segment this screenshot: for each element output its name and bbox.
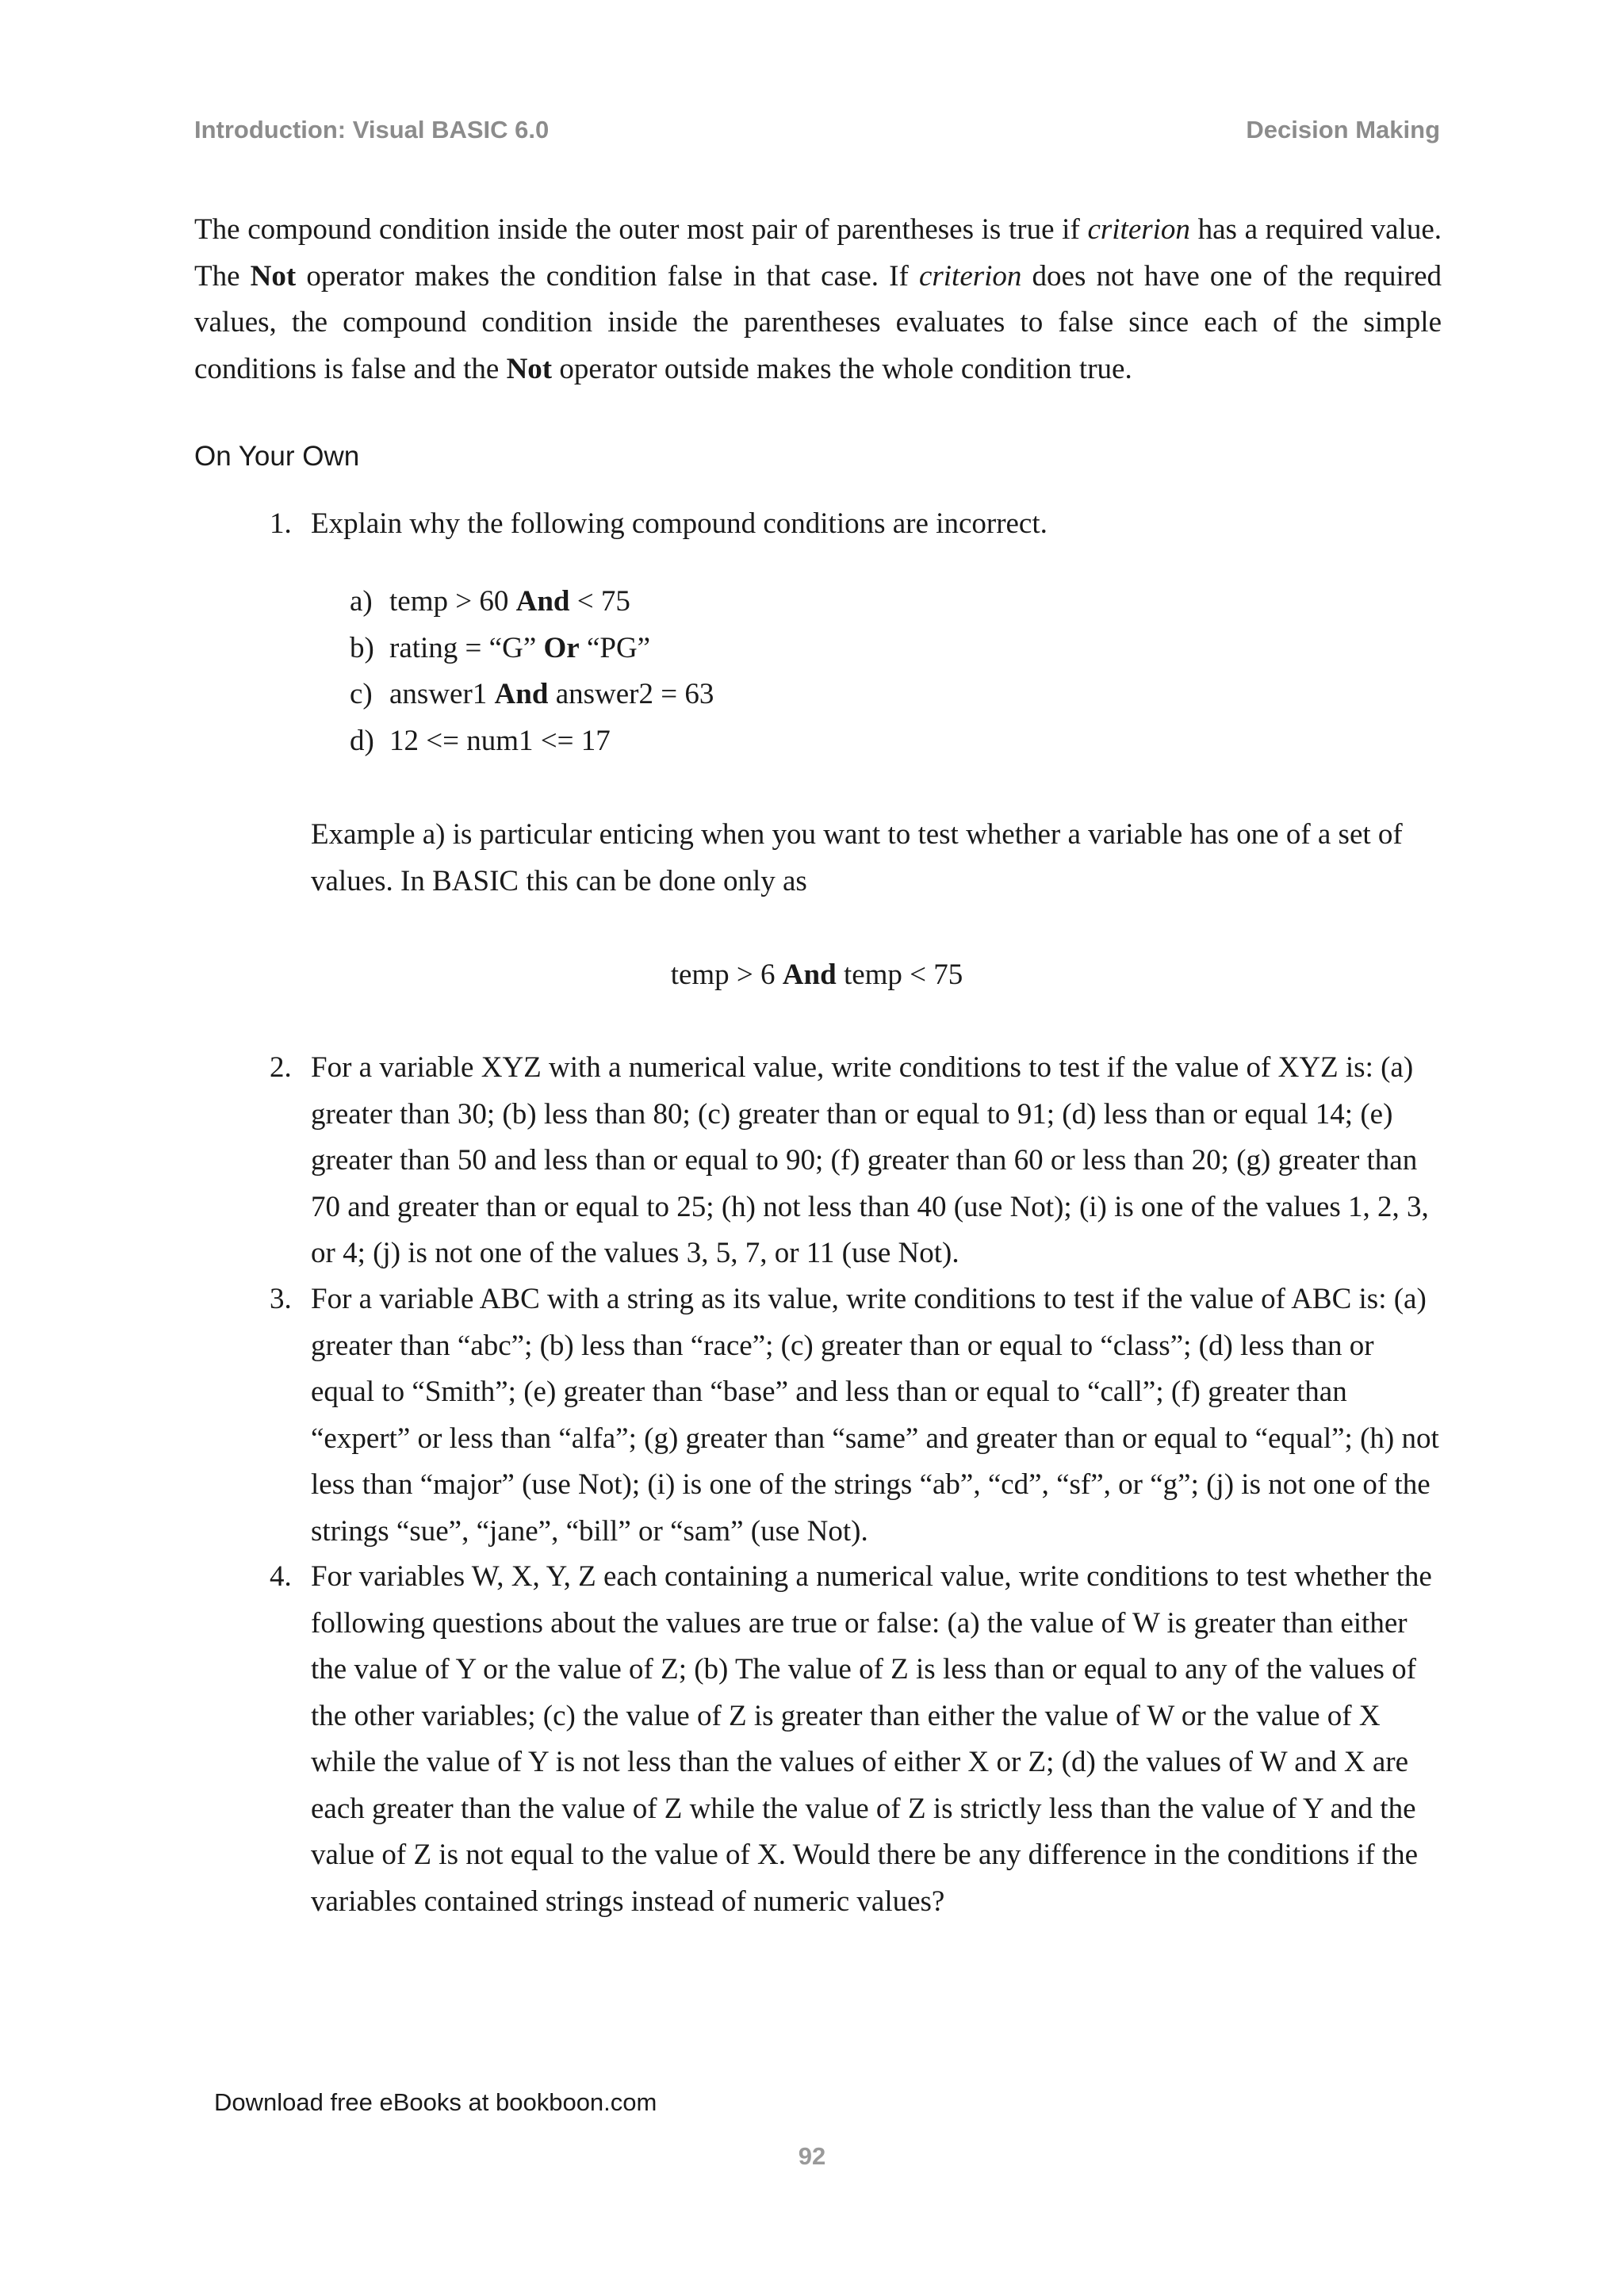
condition-text: 12 <= num1 <= 17	[389, 724, 611, 757]
condition-label: c)	[350, 678, 373, 710]
exercise-text: Explain why the following compound conditions are incorrect.	[311, 507, 1048, 540]
exercise-item	[270, 501, 1442, 548]
download-ebooks-link[interactable]: Download free eBooks at bookboon.com	[214, 2088, 657, 2116]
exercise-number: 2.	[270, 1051, 292, 1084]
condition-label: d)	[350, 724, 374, 757]
intro-text: does not have one of the required values, the compound condition inside the parentheses evaluates to false since each of the simple conditions is false and the	[194, 259, 1442, 385]
exercise-number: 4.	[270, 1560, 292, 1593]
exercise-number: 3.	[270, 1283, 292, 1315]
exercise-item	[270, 1045, 1442, 1277]
page-number: 92	[798, 2142, 826, 2170]
formula-operator: And	[782, 959, 837, 991]
exercise-text: For a variable ABC with a string as its value, write conditions to test if the value of ABC is: (a) greater than “abc”; (b) less than “race”; (c) greater than or equal to “class”; (d) less than or equal to “Smith”; (e) greater than “base” and less than or equal to “call”; (f) greater than “expert” or less than “alfa”; (g) greater than “same” and greater than or equal to “equal”; (h) not less than “major” (use Not); (i) is one of the strings “ab”, “cd”, “sf”, or “g”; (j) is not one of the strings “sue”, “jane”, “bill” or “sam” (use Not).	[311, 1283, 1439, 1548]
condition-text: answer1	[389, 678, 495, 710]
condition-label: b)	[350, 631, 374, 664]
intro-emphasis: criterion	[918, 259, 1022, 293]
exercise-item	[270, 1554, 1442, 1925]
example-paragraph: Example a) is particular enticing when you want to test whether a variable has one of a set of values. In BASIC this can be done only as	[311, 818, 1403, 897]
condition-text: temp > 60	[389, 585, 516, 618]
condition-text: answer2 = 63	[548, 678, 714, 710]
intro-keyword: Not	[250, 259, 297, 293]
condition-item	[350, 672, 714, 718]
formula	[311, 952, 1323, 999]
formula-text: temp < 75	[836, 959, 963, 991]
condition-text: “PG”	[579, 631, 651, 664]
condition-operator: And	[515, 585, 570, 618]
running-header-chapter: Decision Making	[1246, 116, 1440, 144]
condition-operator: Or	[543, 631, 580, 664]
condition-list	[350, 579, 714, 764]
exercise-item	[270, 1276, 1442, 1555]
condition-operator: And	[494, 678, 549, 710]
condition-label: a)	[350, 585, 373, 618]
condition-item	[350, 718, 714, 765]
running-header-title: Introduction: Visual BASIC 6.0	[194, 116, 550, 144]
intro-paragraph	[194, 207, 1442, 392]
condition-item	[350, 626, 714, 672]
intro-text: has a required value. The	[194, 213, 1442, 293]
exercise-text: For a variable XYZ with a numerical value, write conditions to test if the value of XYZ is: (a) greater than 30; (b) less than 80; (c) greater than or equal to 91; (d) less than or equal 14; (e) greater than 50 and less than or equal to 90; (f) greater than 60 or less than 20; (g) greater than 70 and greater than or equal to 25; (h) not less than 40 (use Not); (i) is one of the values 1, 2, 3, or 4; (j) is not one of the values 3, 5, 7, or 11 (use Not).	[311, 1051, 1429, 1269]
formula-text: temp > 6	[670, 959, 783, 991]
section-heading: On Your Own	[194, 441, 360, 472]
intro-text: The compound condition inside the outer most pair of parentheses is true if	[194, 213, 1088, 246]
exercise-number: 1.	[270, 507, 292, 540]
exercise-text: For variables W, X, Y, Z each containing a numerical value, write conditions to test whether the following questions about the values are true or false: (a) the value of W is greater than either the value of Y or the value of Z; (b) The value of Z is less than or equal to any of the values of the other variables; (c) the value of Z is greater than either the value of W or the value of X while the value of Y is not less than the values of either X or Z; (d) the values of W and X are each greater than the value of Z while the value of Z is strictly less than the value of Y and the value of Z is not equal to the value of X. Would there be any difference in the conditions if the variables contained strings instead of numeric values?	[311, 1560, 1432, 1918]
intro-emphasis: criterion	[1087, 213, 1190, 246]
intro-text: operator outside makes the whole condition true.	[552, 352, 1132, 385]
condition-item	[350, 579, 714, 626]
intro-text: operator makes the condition false in that case. If	[296, 259, 919, 293]
intro-keyword: Not	[506, 352, 553, 385]
condition-text: < 75	[569, 585, 630, 618]
condition-text: rating = “G”	[389, 631, 544, 664]
